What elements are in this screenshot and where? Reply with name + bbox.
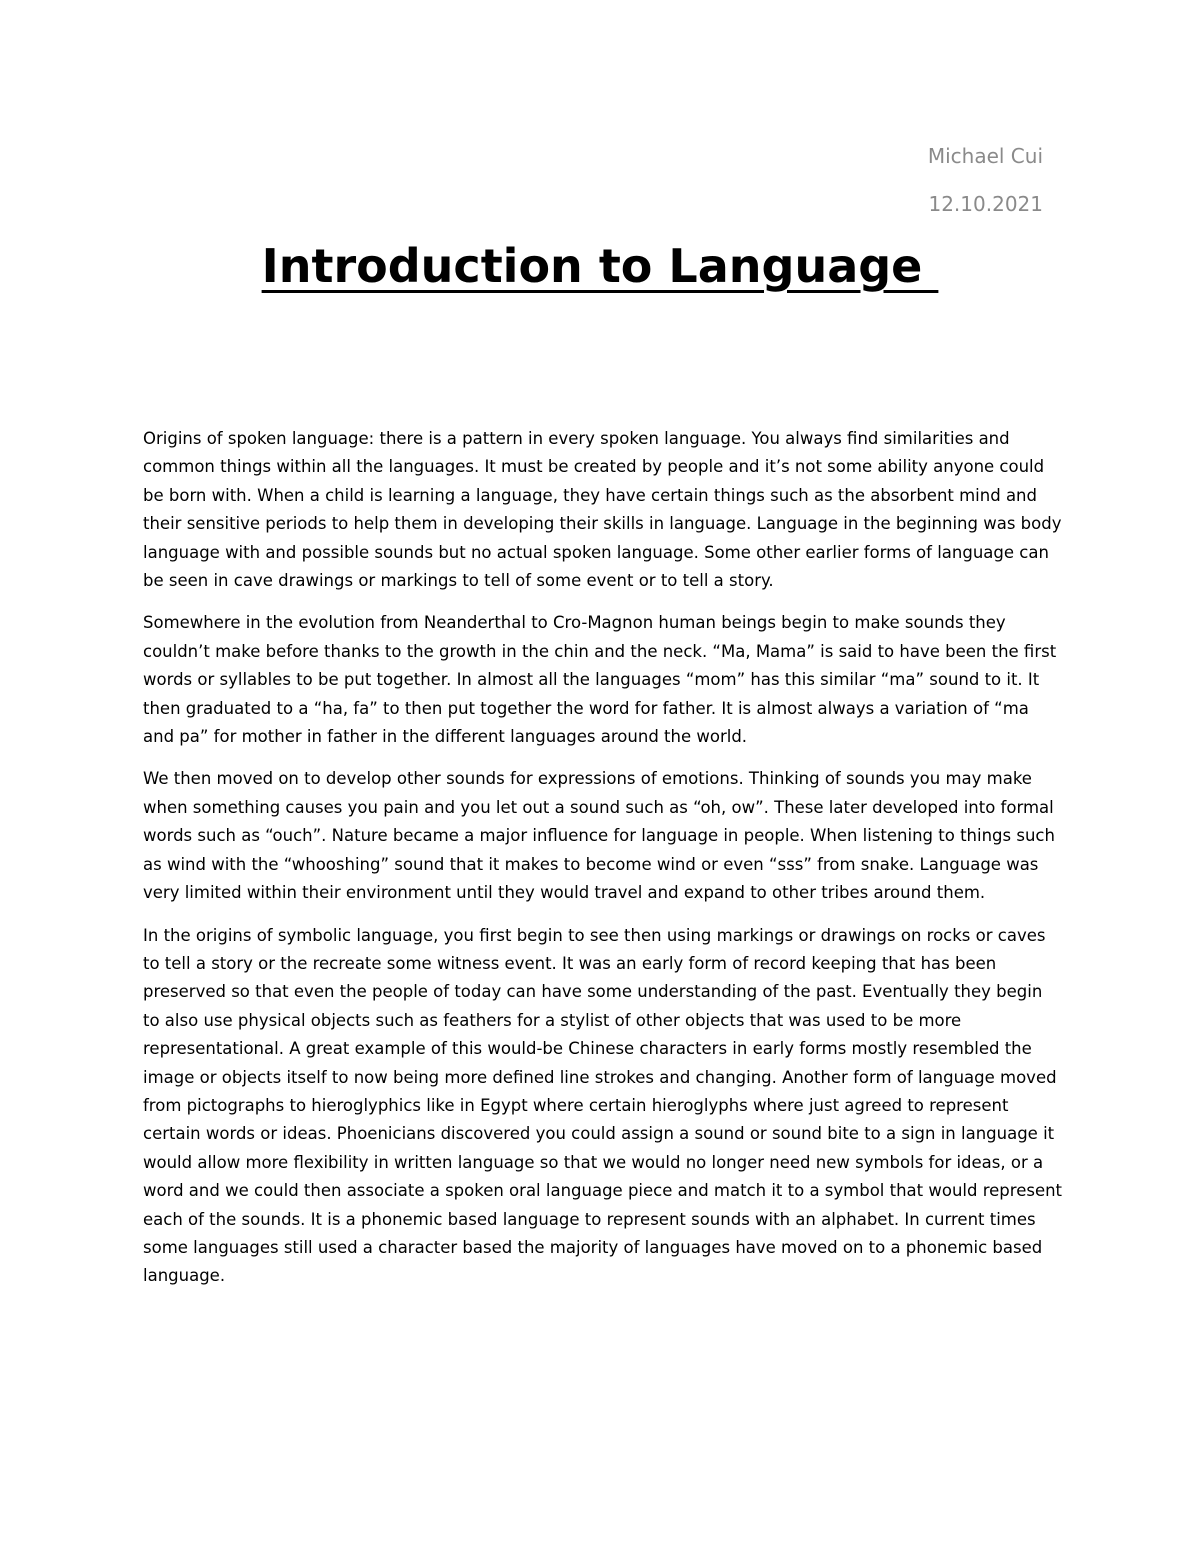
page-title: Introduction to Language bbox=[261, 239, 939, 293]
document-body bbox=[143, 425, 1063, 1305]
document-date: 12.10.2021 bbox=[928, 192, 1043, 216]
paragraph-origins-spoken: Origins of spoken language: there is a pattern in every spoken language. You always find similarities and common things within all the languages. It must be created by people and it’s not some ability anyone could be born with. When a child is learning a language, they have certain things such as the absorbent mind and their sensitive periods to help them in developing their skills in language. Language in the beginning was body language with and possible sounds but no actual spoken language. Some other earlier forms of language can be seen in cave drawings or markings to tell of some event or to tell a story. bbox=[143, 429, 1062, 591]
author-name: Michael Cui bbox=[927, 144, 1043, 168]
paragraph-emotion-sounds: We then moved on to develop other sounds for expressions of emotions. Thinking of sounds you may make when something causes you pain and you let out a sound such as “oh, ow”. These later developed into formal words such as “ouch”. Nature became a major influence for language in people. When listening to things such as wind with the “whooshing” sound that it makes to become wind or even “sss” from snake. Language was very limited within their environment until they would travel and expand to other tribes around them. bbox=[143, 769, 1055, 903]
paragraph-evolution-sounds: Somewhere in the evolution from Neanderthal to Cro-Magnon human beings begin to make sounds they couldn’t make before thanks to the growth in the chin and the neck. “Ma, Mama” is said to have been the first words or syllables to be put together. In almost all the languages “mom” has this similar “ma” sound to it. It then graduated to a “ha, fa” to then put together the word for father. It is almost always a variation of “ma and pa” for mother in father in the different languages around the world. bbox=[143, 613, 1057, 747]
header-meta bbox=[928, 138, 1043, 234]
page-title-wrapper bbox=[0, 232, 1200, 300]
paragraph-symbolic-language: In the origins of symbolic language, you first begin to see then using markings or drawings on rocks or caves to tell a story or the recreate some witness event. It was an early form of record keeping that has been preserved so that even the people of today can have some understanding of the past. Eventually they begin to also use physical objects such as feathers for a stylist of other objects that was used to be more representational. A great example of this would-be Chinese characters in early forms mostly resembled the image or objects itself to now being more defined line strokes and changing. Another form of language moved from pictographs to hieroglyphics like in Egypt where certain hieroglyphs where just agreed to represent certain words or ideas. Phoenicians discovered you could assign a sound or sound bite to a sign in language it would allow more flexibility in written language so that we would no longer need new symbols for ideas, or a word and we could then associate a spoken oral language piece and match it to a symbol that would represent each of the sounds. It is a phonemic based language to represent sounds with an alphabet. In current times some languages still used a character based the majority of languages have moved on to a phonemic based language. bbox=[143, 925, 1063, 1286]
